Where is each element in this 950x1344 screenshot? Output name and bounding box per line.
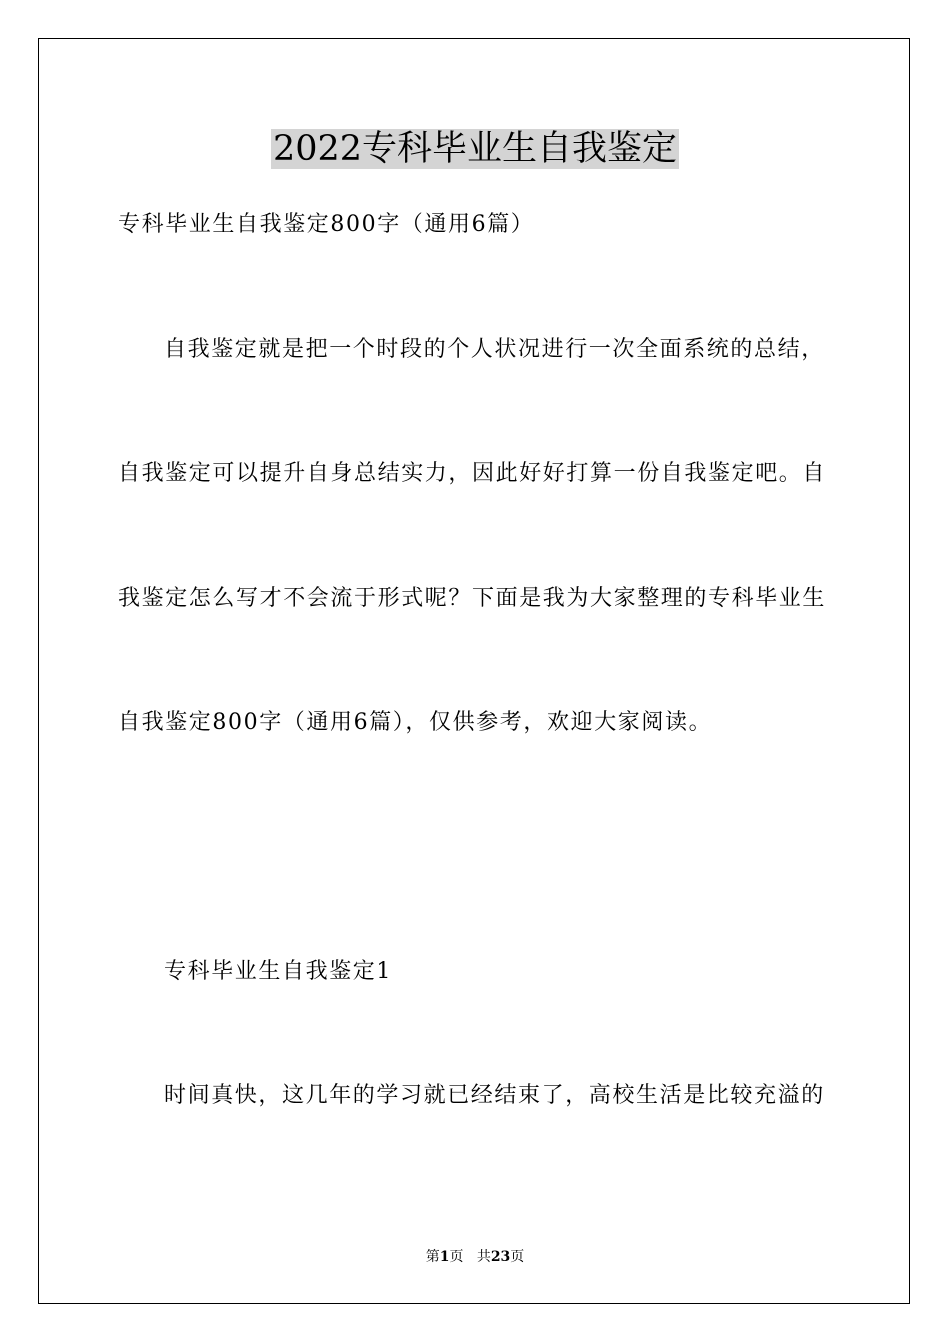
footer-page-suffix: 页 bbox=[449, 1249, 464, 1265]
intro-line-3: 我鉴定怎么写才不会流于形式呢？下面是我为大家整理的专科毕业生 bbox=[118, 586, 827, 611]
document-title bbox=[0, 126, 950, 172]
intro-line-2: 自我鉴定可以提升自身总结实力，因此好好打算一份自我鉴定吧。自 bbox=[118, 461, 827, 486]
section-heading: 专科毕业生自我鉴定1 bbox=[164, 959, 392, 984]
document-subtitle: 专科毕业生自我鉴定800字（通用6篇） bbox=[118, 212, 535, 237]
footer-total-prefix: 共 bbox=[476, 1249, 491, 1265]
page-footer bbox=[0, 1247, 950, 1267]
body-line-1: 时间真快，这几年的学习就已经结束了，高校生活是比较充溢的 bbox=[164, 1083, 825, 1108]
intro-line-4: 自我鉴定800字（通用6篇），仅供参考，欢迎大家阅读。 bbox=[118, 710, 713, 735]
document-title-text: 2022专科毕业生自我鉴定 bbox=[272, 129, 678, 169]
footer-page-prefix: 第 bbox=[425, 1249, 440, 1265]
footer-total-pages: 23 bbox=[490, 1249, 511, 1265]
footer-total-suffix: 页 bbox=[510, 1249, 525, 1265]
intro-line-1: 自我鉴定就是把一个时段的个人状况进行一次全面系统的总结， bbox=[164, 337, 825, 362]
footer-page-number: 1 bbox=[439, 1249, 450, 1265]
